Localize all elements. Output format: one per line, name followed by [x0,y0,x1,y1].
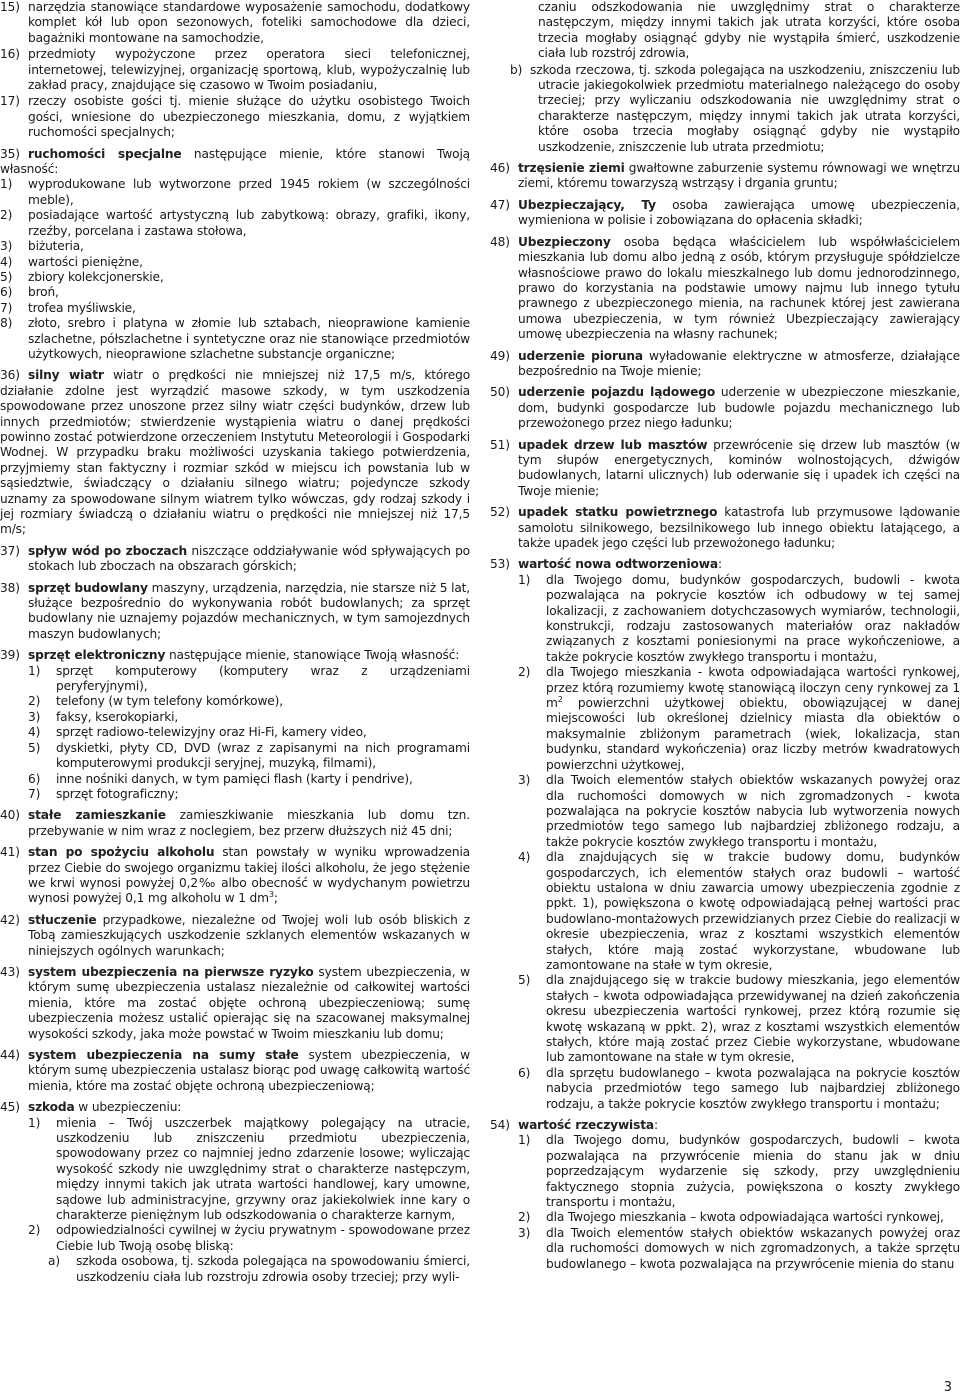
list-item: 6) inne nośniki danych, w tym pamięci flash (karty i pendrive), [28,771,413,786]
definition-52: 52) upadek statku powietrznego katastrofa lub przymusowe lądowanie samolotu silnikowego, bezsilnikowego lub innego obiektu latającego, a także upadek jego części lub przewożonego ładunku; [490,505,960,550]
definition-49: 49) uderzenie pioruna wyładowanie elektryczne w atmosferze, działające bezpośrednio na Twoje mienie; [490,348,960,378]
definition-term: silny wiatr [28,368,104,383]
list-item: 5) zbiory kolekcjonerskie, [0,269,164,284]
list-item: 3) dla Twoich elementów stałych obiektów wskazanych powyżej oraz dla ruchomości domowych w nich zgromadzonych - kwota pozwalająca na pokrycie kosztów nabycia lub wytworzenia nowych przedmiotów tego samego lub najbardziej zbliżonego rodzaju, a także pokrycie kosztów zwykłego transportu i montażu, [518,773,960,849]
definition-term: trzęsienie ziemi [518,161,625,176]
definition-term: uderzenie pioruna [518,348,643,363]
list-item: 6) dla sprzętu budowlanego – kwota pozwalająca na pokrycie kosztów nabycia przedmiotów tego samego lub najbardziej zbliżonego rodzaju, a także pokrycie kosztów zwykłego transportu i montażu; [518,1065,960,1111]
definition-term: upadek drzew lub masztów [518,437,708,452]
definition-term: stan po spożyciu alkoholu [28,845,215,860]
list-item: 2) dla Twojego mieszkania – kwota odpowiadająca wartości rynkowej, [518,1210,944,1225]
list-item: 4) wartości pieniężne, [0,254,143,269]
definition-36: 36) silny wiatr wiatr o prędkości nie mniejszej niż 17,5 m/s, którego działanie zdolne jest wyrządzić masowe szkody, w tym uszkodzenia spowodowane przez unoszone przez silny wiatr części budynków, drzew lub innych przedmiotów; stwierdzenie wystąpienia wiatru o danej prędkości powinno zostać potwierdzone orzeczeniem Instytutu Meteorologii i Gospodarki Wodnej. W przypadku braku możliwości uzyskania takiego potwierdzenia, przyjmiemy stan faktyczny i rozmiar szkód w miejscu ich powstania lub w sąsiedztwie, świadczący o działaniu silnego wiatru; pojedyncze szkody uznamy za spowodowane silnym wiatrem tylko wówczas, gdy rodzaj szkody i jej rozmiary świadczą o działaniu wiatru o prędkości nie mniejszej niż 17,5 m/s; [0,368,470,537]
list-item: 1) sprzęt komputerowy (komputery wraz z urządzeniami peryferyjnymi), [28,663,470,694]
list-item: 17) rzeczy osobiste gości tj. mienie służące do użytku osobistego Twoich gości, wniesione do ubezpieczonego mieszkania, domu, z wyjątkiem ruchomości specjalnych; [0,94,470,140]
list-item-text: przedmioty wypożyczone przez operatora sieci telefonicznej, internetowej, telewizyjnej, organizację sportową, klub, wypożyczalnię lub zakład pracy, znajdujące się czasowo w Twoim posiadaniu, [28,47,470,93]
definition-42: 42) stłuczenie przypadkowe, niezależne od Twojej woli lub osób bliskich z Tobą zamieszkujących uszkodzenie szklanych elementów wskazanych w niniejszych ogólnych warunkach; [0,912,470,958]
definition-35: 35) ruchomości specjalne następujące mienie, które stanowi Twoją własność: 1) wyprodukowane lub wytworzone przed 1945 rokiem (w szczególności meble), 2) posiadające wartość artystyczną lub zabytkową: obrazy, grafiki, ikony, rzeźby, porcelana i zastawa stołowa, 3) biżuteria, 4) wartości pieniężne, 5) zbiory kolekcjonerskie, 6) broń, 7) trofea myśliwskie, 8) złoto, srebro i platyna w złomie lub sztabach, nieoprawione kamienie szlachetne, półszlachetne i syntetyczne oraz nie stanowiące przedmiotów użytkowych, nieoprawione szlachetne substancje organiczne; [0,146,470,361]
list-item: b) szkoda rzeczowa, tj. szkoda polegająca na uszkodzeniu, zniszczeniu lub utracie jakiegokolwiek przedmiotu materialnego należącego do osoby trzeciej; przy wyliczaniu odszkodowania nie uwzględnimy strat o charakterze następczym, między innymi takich jak utrata korzyści, które osoba trzecia mogłaby osiągnąć gdyby nie wystąpiło uszkodzenie, zniszczenie lub utrata przedmiotu; [510,62,960,154]
definition-48: 48) Ubezpieczony osoba będąca właścicielem lub współwłaścicielem mieszkania lub domu albo jedną z osób, którym przysługuje spółdzielcze własnościowe prawo do lokalu mieszkalnego lub domu jednorodzinnego, prawo do korzystania na podstawie umowy najmu lub innego tytułu prawnego z ubezpieczonego mienia, na rachunek której jest zawierana umowa ubezpieczenia, w tym również Ubezpieczający zawierający umowę ubezpieczenia na własny rachunek; [490,234,960,342]
list-item: 8) złoto, srebro i platyna w złomie lub sztabach, nieoprawione kamienie szlachetne, półszlachetne i syntetyczne oraz nie stanowiące przedmiotów użytkowych, nieoprawione szlachetne substancje organiczne; [0,316,470,361]
definition-38: 38) sprzęt budowlany maszyny, urządzenia, narzędzia, nie starsze niż 5 lat, służące bezpośrednio do wykonywania robót budowlanych; za sprzęt budowlany nie uznajemy pojazdów mechanicznych, w tym samojezdnych maszyn budowlanych; [0,580,471,641]
definition-term: wartość rzeczywista [518,1118,654,1133]
definition-term: wartość nowa odtworzeniowa [518,557,718,572]
definition-43: 43) system ubezpieczenia na pierwsze ryzyko system ubezpieczenia, w którym sumę ubezpieczenia ustalasz niezależnie od całkowitej wartości mienia, które ma zostać objęte ochroną ubezpieczeniową; sumę ubezpieczenia możesz ustalić opierając się na szacowanej maksymalnej wysokości szkody, jaka może powstać w Twoim mieszkaniu lub domu; [0,964,470,1041]
definition-39: 39) sprzęt elektroniczny następujące mienie, stanowiące Twoją własność: 1) sprzęt komputerowy (komputery wraz z urządzeniami peryferyjnymi), 2) telefony (w tym telefony komórkowe), 3) faksy, kserokopiarki, 4) sprzęt radiowo-telewizyjny oraz Hi-Fi, kamery video, 5) dyskietki, płyty CD, DVD (wraz z zapisanymi na nich programami komputerowymi produkcji seryjnej, muzyką, filmami), 6) inne nośniki danych, w tym pamięci flash (karty i pendrive), 7) sprzęt fotograficzny; [0,648,470,801]
list-item: 15) narzędzia stanowiące standardowe wyposażenie samochodu, dodatkowy komplet kół lub opon sezonowych, foteliki samochodowe dla dzieci, bagażniki montowane na samochodzie, [0,0,470,45]
list-item: 5) dyskietki, płyty CD, DVD (wraz z zapisanymi na nich programami komputerowymi produkcji seryjnej, muzyką, filmami), [28,740,470,771]
definition-45: 45) szkoda w ubezpieczeniu: 1) mienia – Twój uszczerbek majątkowy polegający na utracie, uszkodzeniu lub zniszczeniu przedmiotu ubezpieczenia, spowodowany przez co najmniej jedno zdarzenie losowe; wyliczając wysokość szkody nie uwzględnimy strat o charakterze następczym, między innymi takich jak utrata wartości handlowej, kary umowne, sądowe lub administracyjne, grzywny oraz jakiekolwiek inne kary o charakterze pieniężnym lub odszkodowania o charakterze karnym, 2) odpowiedzialności cywilnej w życiu prywatnym - spowodowane przez Ciebie lub Twoją osobę bliską: a) szkoda osobowa, tj. szkoda polegająca na spowodowaniu śmierci, uszkodzeniu ciała lub rozstroju zdrowia osoby trzeciej; przy wyli- [0,1100,470,1284]
list-item: 6) broń, [0,285,59,300]
list-item: 3) faksy, kserokopiarki, [28,709,179,724]
list-item-continuation: czaniu odszkodowania nie uwzględnimy strat o charakterze następczym, między innymi takich jak utrata korzyści, które osoba trzecia mogłaby osiągnąć gdyby nie wystąpiła śmierć, uszkodzenie ciała lub rozstrój zdrowia, [538,0,960,61]
definition-50: 50) uderzenie pojazdu lądowego uderzenie w ubezpieczone mieszkanie, dom, budynki gospodarcze lub budowle pojazdu mechanicznego lub przewożonego przez niego ładunku; [490,385,960,431]
definition-term: upadek statku powietrznego [518,505,718,520]
list-item: 2) posiadające wartość artystyczną lub zabytkową: obrazy, grafiki, ikony, rzeźby, porcelana i zastawa stołowa, [0,208,470,238]
definition-term: spływ wód po zboczach [28,543,188,558]
list-item: 7) sprzęt fotograficzny; [28,786,179,801]
definition-term: stłuczenie [28,912,97,927]
list-item: 16) przedmioty wypożyczone przez operatora sieci telefonicznej, internetowej, telewizyjnej, organizację sportową, klub, wypożyczalnię lub zakład pracy, znajdujące się czasowo w Twoim posiadaniu, [0,47,470,93]
definition-53: 53) wartość nowa odtworzeniowa: 1) dla Twojego domu, budynków gospodarczych, budowli - kwota pozwalająca na pokrycie kosztów ich odbudowy w tej samej lokalizacji, z zachowaniem dotychczasowych wymiarów, technologii, konstrukcji, rodzaju zastosowanych materiałów oraz nakładów związanych z kosztami poniesionymi na prace wykończeniowe, a także pokrycie kosztów zwykłego transportu i montażu, 2) dla Twojego mieszkania - kwota odpowiadająca wartości rynkowej, przez którą rozumiemy kwotę stanowiącą iloczyn ceny rynkowej za 1 $m^2$ powierzchni użytkowej obiektu, obowiązującej w danej miejscowości lub określonej dzielnicy miasta dla obiektów o maksymalnie zbliżonym parametrach (wiek, lokalizacja, stan budynku, standard wykończenia) oraz liczby metrów kwadratowych powierzchni użytkowej, 3) dla Twoich elementów stałych obiektów wskazanych powyżej oraz dla ruchomości domowych w nich zgromadzonych - kwota pozwalająca na pokrycie kosztów nabycia lub wytworzenia nowych przedmiotów tego samego lub najbardziej zbliżonego rodzaju, a także pokrycie kosztów zwykłego transportu i montażu, 4) dla znajdujących się w trakcie budowy domu, budynków gospodarczych, ich elementów stałych oraz budowli – wartość obiektu ustalona w dniu zawarcia umowy ubezpieczenia zgodnie z ppkt. 1), powiększona o kwotę odpowiadającą pełnej wartości prac budowlano-montażowych przewidzianych przez Ciebie do realizacji w okresie ubezpieczenia, wraz z kosztami wszystkich elementów stałych, które mają zostać wykorzystane, wbudowane lub zamontowane na stałe w tym okresie, 5) dla znajdującego się w trakcie budowy mieszkania, jego elementów stałych – kwota odpowiadająca przewidywanej na dzień zakończenia okresu ubezpieczenia wartości rynkowej, przez którą rozumie się kwotę wskazaną w ppkt. 2), wraz z kosztami wszystkich elementów stałych, które mają zostać przez Ciebie wykorzystane, wbudowane lub zamontowane na stałe w tym okresie, 6) dla sprzętu budowlanego – kwota pozwalająca na pokrycie kosztów nabycia przedmiotów tego samego lub najbardziej zbliżonego rodzaju, a także pokrycie kosztów zwykłego transportu i montażu; [490,557,960,1111]
list-item: 3) biżuteria, [0,239,84,254]
list-item: 1) dla Twojego domu, budynków gospodarczych, budowli – kwota pozwalająca na przywrócenie mienia do stanu jak w dniu poprzedzającym wydarzenie się szkody, przy uwzględnieniu faktycznego stopnia zużycia, powiększona o koszty zwykłego transportu i montażu, [518,1133,960,1210]
definition-term: stałe zamieszkanie [28,808,166,823]
definition-term: szkoda [28,1100,75,1115]
list-item: 1) wyprodukowane lub wytworzone przed 1945 rokiem (w szczególności meble), [0,177,470,207]
definition-term: system ubezpieczenia na sumy stałe [28,1048,299,1062]
list-item: 4) dla znajdujących się w trakcie budowy domu, budynków gospodarczych, ich elementów stałych oraz budowli – wartość obiektu ustalona w dniu zawarcia umowy ubezpieczenia zgodnie z ppkt. 1), powiększona o kwotę odpowiadającą pełnej wartości prac budowlano-montażowych przewidzianych przez Ciebie do realizacji w okresie ubezpieczenia, wraz z kosztami wszystkich elementów stałych, które mają zostać wykorzystane, wbudowane lub zamontowane na stałe w tym okresie, [518,850,960,972]
list-item: 2) telefony (w tym telefony komórkowe), [28,694,283,709]
left-column [0,0,470,1291]
page-number: 3 [943,1380,952,1395]
definition-term: sprzęt budowlany [28,580,148,595]
definition-51: 51) upadek drzew lub masztów przewrócenie się drzew lub masztów (w tym słupów energetycznych, kominów wolnostojących, dźwigów budowlanych, latarni ulicznych) lub oderwanie się i upadek ich części na Twoje mienie; [490,437,960,498]
list-item-text: rzeczy osobiste gości tj. mienie służące do użytku osobistego Twoich gości, wniesione do ubezpieczonego mieszkania, domu, z wyjątkiem ruchomości specjalnych; [28,94,470,140]
definition-54: 54) wartość rzeczywista: 1) dla Twojego domu, budynków gospodarczych, budowli – kwota pozwalająca na przywrócenie mienia do stanu jak w dniu poprzedzającym wydarzenie się szkody, przy uwzględnieniu faktycznego stopnia zużycia, powiększona o koszty zwykłego transportu i montażu, 2) dla Twojego mieszkania – kwota odpowiadająca wartości rynkowej, 3) dla Twoich elementów stałych obiektów wskazanych powyżej oraz dla ruchomości domowych w nich zgromadzonych, a także sprzętu budowlanego – kwota pozwalająca na przywrócenie mienia do stanu [490,1118,960,1271]
definition-term: sprzęt elektroniczny [28,648,166,663]
list-item: 3) dla Twoich elementów stałych obiektów wskazanych powyżej oraz dla ruchomości domowych w nich zgromadzonych, a także sprzętu budowlanego – kwota pozwalająca na przywrócenie mienia do stanu [518,1225,960,1271]
list-item: 2) dla Twojego mieszkania - kwota odpowiadająca wartości rynkowej, przez którą rozumiemy kwotę stanowiącą iloczyn ceny rynkowej za 1 $m^2$ powierzchni użytkowej obiektu, obowiązującej w danej miejscowości lub określonej dzielnicy miasta dla obiektów o maksymalnie zbliżonym parametrach (wiek, lokalizacja, stan budynku, standard wykończenia) oraz liczby metrów kwadratowych powierzchni użytkowej, [518,665,960,772]
list-item: a) szkoda osobowa, tj. szkoda polegająca na spowodowaniu śmierci, uszkodzeniu ciała lub rozstroju zdrowia osoby trzeciej; przy wyli- [48,1254,470,1284]
definition-term: system ubezpieczenia na pierwsze ryzyko [28,964,314,979]
list-item: 2) odpowiedzialności cywilnej w życiu prywatnym - spowodowane przez Ciebie lub Twoją osobę bliską: [28,1223,470,1253]
definition-37: 37) spływ wód po zboczach niszczące oddziaływanie wód spływających po stokach lub zboczach na obszarach górskich; [0,543,470,574]
definition-term: ruchomości specjalne [28,146,182,161]
definition-44: 44) system ubezpieczenia na sumy stałe system ubezpieczenia, w którym sumę ubezpieczenia ustalasz biorąc pod uwagę całkowitą wartość mienia, które ma zostać objęte ochroną ubezpieczeniową; [0,1048,470,1093]
list-item: 5) dla znajdującego się w trakcie budowy mieszkania, jego elementów stałych – kwota odpowiadająca przewidywanej na dzień zakończenia okresu ubezpieczenia wartości rynkowej, przez którą rozumie się kwotę wskazaną w ppkt. 2), wraz z kosztami wszystkich elementów stałych, które mają zostać przez Ciebie wykorzystane, wbudowane lub zamontowane na stałe w tym okresie, [518,973,960,1065]
definition-40: 40) stałe zamieszkanie zamieszkiwanie mieszkania lub domu tzn. przebywanie w nim wraz z noclegiem, bez przerw dłuższych niż 45 dni; [0,808,470,838]
list-item: 1) dla Twojego domu, budynków gospodarczych, budowli - kwota pozwalająca na pokrycie kosztów ich odbudowy w tej samej lokalizacji, z zachowaniem dotychczasowych wymiarów, technologii, konstrukcji, rodzaju zastosowanych materiałów oraz nakładów związanych z kosztami poniesionymi na prace wykończeniowe, a także pokrycie kosztów zwykłego transportu i montażu, [518,572,960,664]
list-item-text: narzędzia stanowiące standardowe wyposażenie samochodu, dodatkowy komplet kół lub opon sezonowych, foteliki samochodowe dla dzieci, bagażniki montowane na samochodzie, [28,0,470,45]
definition-term: Ubezpieczony [518,234,611,249]
definition-46: 46) trzęsienie ziemi gwałtowne zaburzenie systemu równowagi we wnętrzu ziemi, któremu towarzyszą wstrząsy i drgania gruntu; [490,161,960,191]
right-column [490,0,960,1278]
list-item: 4) sprzęt radiowo-telewizyjny oraz Hi-Fi, kamery video, [28,725,367,740]
definition-47: 47) Ubezpieczający, Ty osoba zawierająca umowę ubezpieczenia, wymieniona w polisie i zobowiązana do opłacenia składki; [490,197,960,228]
definition-term: uderzenie pojazdu lądowego [518,385,716,400]
list-item: 1) mienia – Twój uszczerbek majątkowy polegający na utracie, uszkodzeniu lub zniszczeniu przedmiotu ubezpieczenia, spowodowany przez co najmniej jedno zdarzenie losowe; wyliczając wysokość szkody nie uwzględnimy strat o charakterze następczym, między innymi takich jak utrata wartości handlowej, kary umowne, sądowe lub administracyjne, grzywny oraz jakiekolwiek inne kary o charakterze pieniężnym lub odszkodowania o charakterze karnym, [28,1115,470,1223]
definition-term: Ubezpieczający, Ty [518,197,656,212]
list-item: 7) trofea myśliwskie, [0,300,136,315]
definition-41: 41) stan po spożyciu alkoholu stan powstały w wyniku wprowadzenia przez Ciebie do swojego organizmu takiej ilości alkoholu, że jego stężenie we krwi wynosi powyżej 0,2‰ albo obecność w wydychanym powietrzu wynosi powyżej 0,1 mg alkoholu w 1 $dm^3$; [0,845,470,906]
